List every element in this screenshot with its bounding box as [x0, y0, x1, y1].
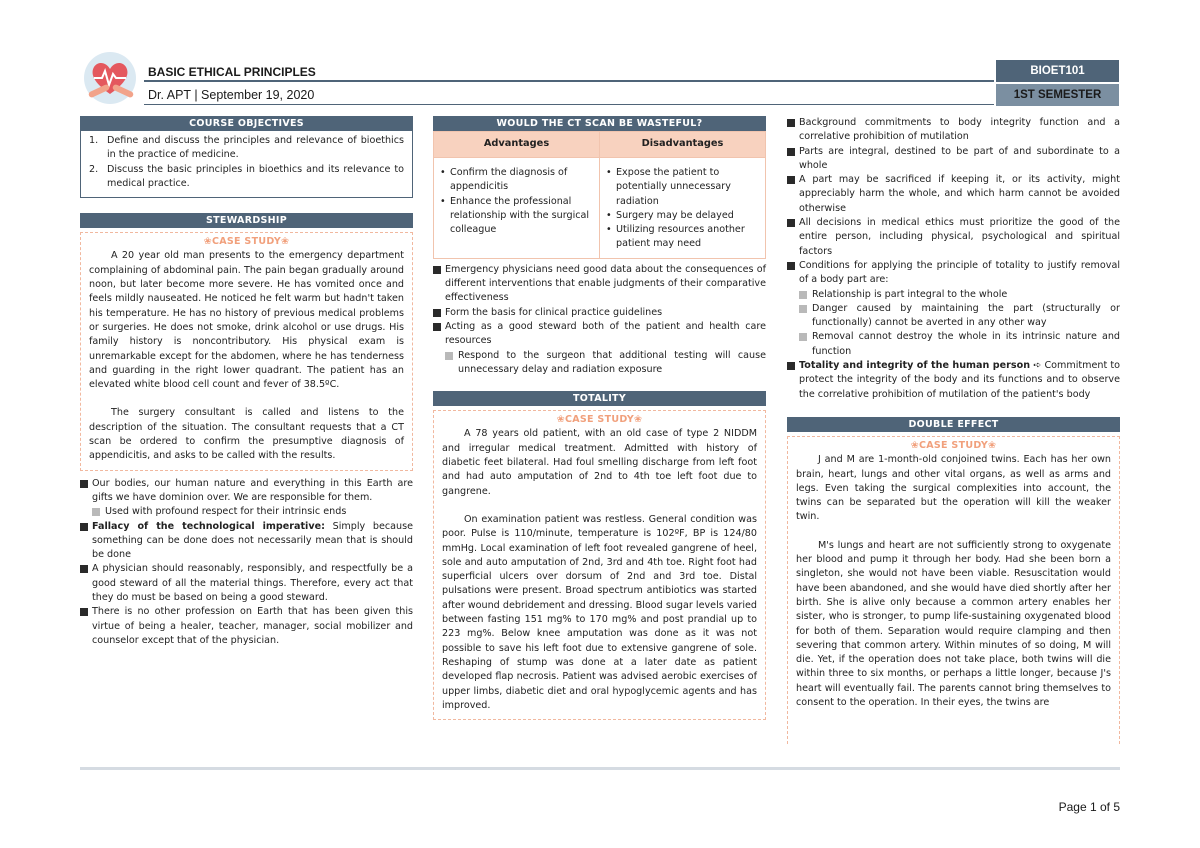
- case-paragraph: A 78 years old patient, with an old case of type 2 NIDDM and irregular medical treatment. Admitted with history of diabetic feet bilateral. Had foul smelling discharge from left foot and had auto amputation of 2nd to 4th toe left foot due to gangrene.: [442, 428, 757, 497]
- totality-heading: TOTALITY: [433, 391, 766, 406]
- case-study-title: ❀CASE STUDY❀: [556, 414, 643, 426]
- footer-divider: [80, 767, 1120, 770]
- column-right: [787, 116, 1120, 744]
- objective-item: 2. Discuss the basic principles in bioethics and its relevance to medical practice.: [89, 163, 404, 189]
- bullet-item: All decisions in medical ethics must prioritize the good of the entire person, including physical, psychological and spiritual factors: [787, 216, 1120, 259]
- heart-logo-icon: [80, 50, 140, 106]
- column-left: [80, 116, 413, 648]
- totality-bullets: [787, 116, 1120, 402]
- case-paragraph: A 20 year old man presents to the emergency department complaining of abdominal pain. The pain began gradually around noon, but later become more severe. He has vomited once and feels mildly nauseated. He noticed he felt warm but hadn't taken his temperature. He has no history of previous medical problems or surgeries. He does not smoke, drink alcohol or use drugs. His family history is noncontributory. His physical exam is unremarkable except for the abdomen, where he has tenderness and guarding in the right lower quadrant. The patient has an elevated white blood cell count and fever of 38.5ºC.: [89, 250, 404, 391]
- sub-bullet-item: Danger caused by maintaining the part (structurally or functionally) cannot be averted in any other way: [799, 302, 1120, 331]
- arrow-icon: ➪: [1030, 360, 1045, 372]
- document-subtitle: Dr. APT | September 19, 2020: [148, 88, 315, 102]
- advantages-header: Advantages: [434, 132, 600, 158]
- disadvantages-cell: [600, 158, 766, 259]
- course-objectives-box: [80, 131, 413, 198]
- bullet-item: Totality and integrity of the human person ➪ Commitment to protect the integrity of the body and its functions and to observe the correlative prohibition of mutilation of the patient's body: [787, 359, 1120, 402]
- course-objectives-heading: COURSE OBJECTIVES: [80, 116, 413, 131]
- advantage-item: • Confirm the diagnosis of appendicitis: [440, 166, 593, 195]
- bullet-item: There is no other profession on Earth that has been given this virtue of being a healer, teacher, manager, social mobilizer and counselor except that of the physician.: [80, 605, 413, 648]
- case-study-title: ❀CASE STUDY❀: [203, 236, 290, 248]
- sub-bullet-item: Respond to the surgeon that additional testing will cause unnecessary delay and radiation exposure: [445, 349, 766, 378]
- advantages-cell: [434, 158, 600, 259]
- disadvantage-item: • Expose the patient to potentially unnecessary radiation: [606, 166, 759, 209]
- totality-case-study: [433, 410, 766, 720]
- ct-scan-bullets: [433, 263, 766, 377]
- bullet-item: Our bodies, our human nature and everything in this Earth are gifts we have dominion over. We are responsible for them. Used with profound respect for their intrinsic ends: [80, 477, 413, 520]
- stewardship-case-study: [80, 232, 413, 470]
- column-middle: [433, 116, 766, 720]
- case-paragraph: M's lungs and heart are not sufficiently strong to oxygenate her blood and pump it through her body. Had she been born a singleton, she would not have been viable. Resuscitation would have been abandoned, and she would have died shortly after her birth. She is alive only because a common artery enables her sister, who is stronger, to pump life-sustaining oxygenated blood for both of them. Separation would require clamping and then severing that common artery. Within minutes of so doing, M will die. Yet, if the operation does not take place, both twins will die within three to six months, or perhaps a little longer, because J's heart will eventually fail. The parents cannot bring themselves to consent to the operation. In their eyes, the twins are: [796, 539, 1111, 708]
- advantages-table: [433, 131, 766, 259]
- course-code-badge: BIOET101: [996, 60, 1119, 82]
- semester-badge: 1ST SEMESTER: [996, 84, 1119, 106]
- objective-item: 1. Define and discuss the principles and relevance of bioethics in the practice of medicine.: [89, 135, 404, 161]
- stewardship-heading: STEWARDSHIP: [80, 213, 413, 228]
- bullet-item: Parts are integral, destined to be part of and subordinate to a whole: [787, 145, 1120, 174]
- ct-scan-heading: WOULD THE CT SCAN BE WASTEFUL?: [433, 116, 766, 131]
- bullet-item: Acting as a good steward both of the patient and health care resources Respond to the surgeon that additional testing will cause unnecessary delay and radiation exposure: [433, 320, 766, 377]
- disadvantages-header: Disadvantages: [600, 132, 766, 158]
- stewardship-bullets: [80, 477, 413, 649]
- disadvantage-item: • Utilizing resources another patient may need: [606, 223, 759, 252]
- advantage-item: • Enhance the professional relationship with the surgical colleague: [440, 195, 593, 238]
- sub-bullet-item: Relationship is part integral to the whole: [799, 288, 1120, 302]
- bullet-item: A physician should reasonably, responsibly, and respectfully be a good steward of all the material things. Therefore, every act that they do must be based on being a good steward.: [80, 562, 413, 605]
- case-paragraph: On examination patient was restless. General condition was poor. Pulse is 110/minute, temperature is 102ºF, BP is 124/80 mmHg. Local examination of left foot revealed gangrene of heel, sole and auto amputation of 2nd, 3rd and 4th toe. Right foot had superficial ulcers over dorsum of 2nd and 3rd toe. Distal pulsations were present. Broad spectrum antibiotics was started after wound debridement and dressing. Blood sugar levels varied between fasting 151 mg% to 170 mg% and post prandial up to 223 mg%. Below knee amputation was done as it was not possible to save his left foot due to extensive gangrene of sole. Reshaping of stump was done at a later date as patient developed flap necrosis. Patient was advised aerobic exercises of upper limbs, diabetic diet and oral hypoglycemic agents and has improved.: [442, 513, 757, 711]
- bullet-item: Conditions for applying the principle of totality to justify removal of a body part are: Relationship is part integral to the whole Danger caused by maintaining the part (structurally or functionally) cannot be averted in any other way Removal cannot destroy the whole in its intrinsic nature and function: [787, 259, 1120, 359]
- bullet-item: Form the basis for clinical practice guidelines: [433, 306, 766, 320]
- document-title: BASIC ETHICAL PRINCIPLES: [148, 65, 316, 79]
- bullet-item: Emergency physicians need good data about the consequences of different interventions that enable judgments of their comparative effectiveness: [433, 263, 766, 306]
- case-study-title: ❀CASE STUDY❀: [910, 439, 997, 451]
- double-effect-heading: DOUBLE EFFECT: [787, 417, 1120, 432]
- double-effect-case-study: [787, 436, 1120, 744]
- bullet-item: Fallacy of the technological imperative: Simply because something can be done does not necessarily mean that is should be done: [80, 520, 413, 563]
- bullet-item: A part may be sacrificed if keeping it, or its activity, might appreciably harm the whole, and which harm cannot be avoided otherwise: [787, 173, 1120, 216]
- disadvantage-item: • Surgery may be delayed: [606, 209, 759, 223]
- case-paragraph: J and M are 1-month-old conjoined twins. Each has her own brain, heart, lungs and other vital organs, as well as arms and legs. Even taking the surgical complexities into account, the twins can be separated but the operation will kill the weaker twin.: [796, 454, 1111, 523]
- case-paragraph: The surgery consultant is called and listens to the description of the situation. The consultant requests that a CT scan be ordered to confirm the presumptive diagnosis of appendicitis, and asks to be called with the results.: [89, 407, 404, 462]
- header-divider: [144, 80, 994, 82]
- sub-bullet-item: Used with profound respect for their intrinsic ends: [92, 505, 413, 519]
- header-divider: [144, 104, 994, 105]
- page-number: Page 1 of 5: [1058, 800, 1120, 814]
- sub-bullet-item: Removal cannot destroy the whole in its intrinsic nature and function: [799, 330, 1120, 359]
- bullet-item: Background commitments to body integrity function and a correlative prohibition of mutilation: [787, 116, 1120, 145]
